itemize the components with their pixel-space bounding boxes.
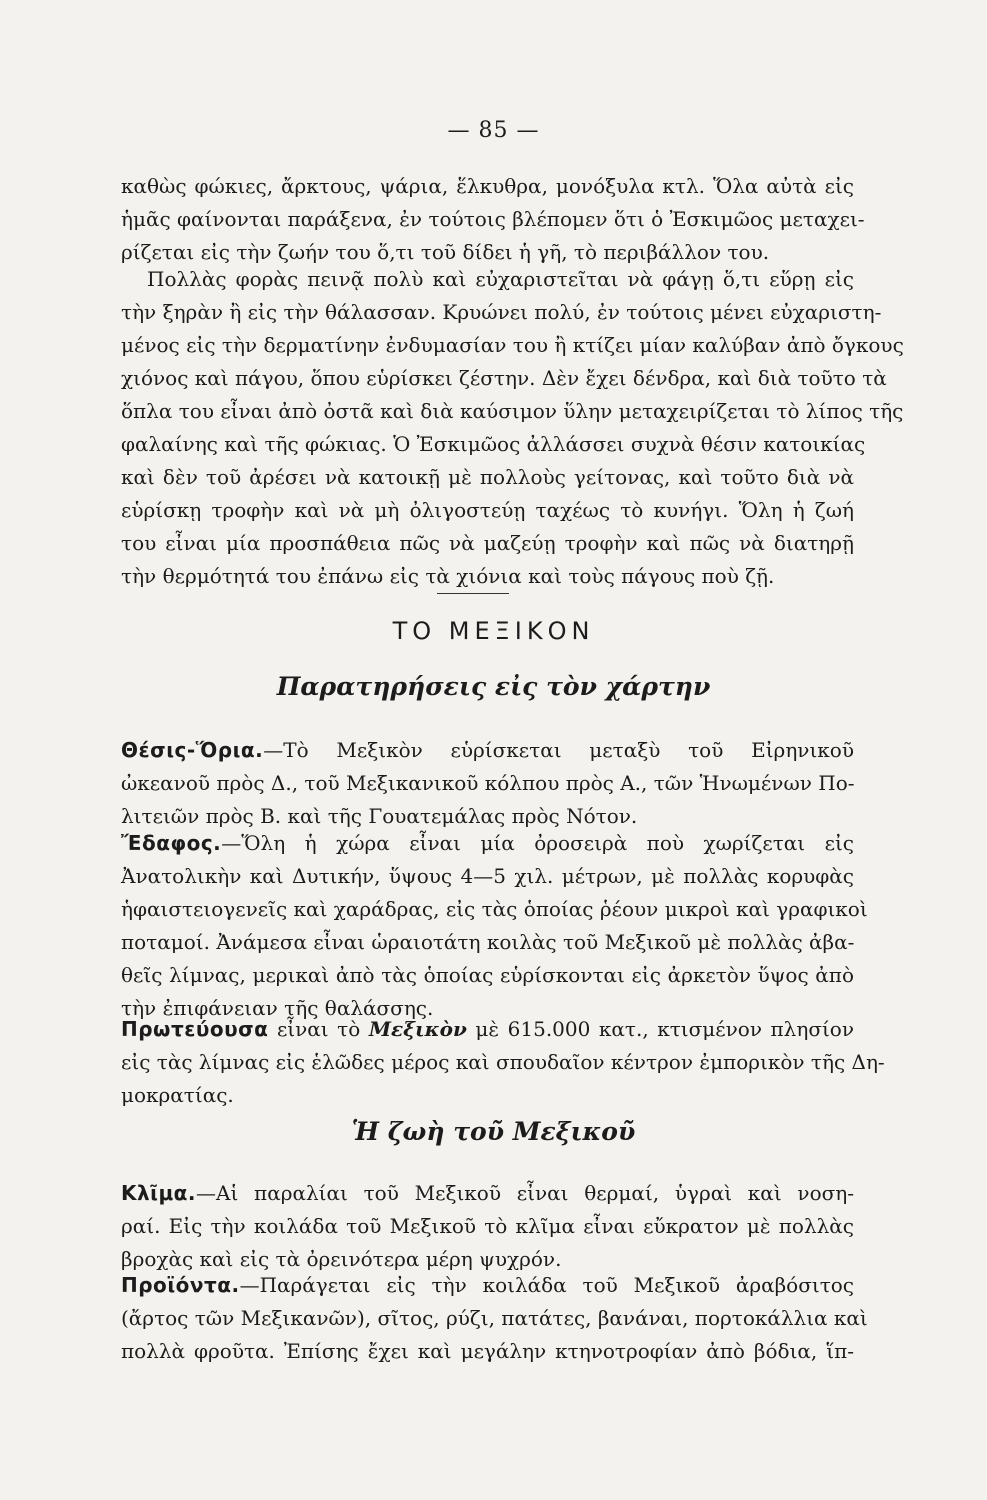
term-climate: Κλῖμα.: [121, 1181, 197, 1205]
text-line: καὶ δὲν τοῦ ἀρέσει νὰ κατοικῇ μὲ πολλοὺς γείτονας, καὶ τοῦτο διὰ νὰ: [121, 465, 854, 489]
text-run: —Ὅλη ἡ χώρα εἶναι μία ὀροσειρὰ ποὺ χωρίζεται εἰς: [221, 831, 854, 855]
climate-paragraph: [121, 1177, 854, 1276]
text-line: ἡφαιστειογενεῖς καὶ χαράδρας, εἰς τὰς ὁποίας ῥέουν μικροὶ καὶ γραφικοὶ: [121, 897, 868, 921]
text-line: τὴν ἐπιφάνειαν τῆς θαλάσσης.: [121, 996, 434, 1020]
term-capital: Πρωτεύουσα: [121, 1017, 269, 1041]
thesis-paragraph: [121, 734, 854, 833]
text-line: λιτειῶν πρὸς Β. καὶ τῆς Γουατεμάλας πρὸς Νότον.: [121, 804, 638, 828]
text-line: τὴν θερμότητά του ἐπάνω εἰς τὰ χιόνια καὶ τοὺς πάγους ποὺ ζῇ.: [121, 564, 775, 588]
text-line: [121, 734, 854, 767]
text-line: μένος εἰς τὴν δερματίνην ἐνδυμασίαν του ἢ κτίζει μίαν καλύβαν ἀπὸ ὄγκους: [121, 333, 904, 357]
text-run: —Αἱ παραλίαι τοῦ Μεξικοῦ εἶναι θερμαί, ὑγραὶ καὶ νοση-: [196, 1181, 854, 1205]
capital-city: Μεξικὸν: [368, 1017, 467, 1041]
text-line: ἡμᾶς φαίνονται παράξενα, ἐν τούτοις βλέπομεν ὅτι ὁ Ἐσκιμῶος μεταχει-: [121, 207, 865, 231]
text-line: ρίζεται εἰς τὴν ζωήν του ὅ,τι τοῦ δίδει ἡ γῆ, τὸ περιβάλλον του.: [121, 240, 770, 264]
text-line: βροχὰς καὶ εἰς τὰ ὀρεινότερα μέρη ψυχρόν.: [121, 1247, 562, 1271]
term-thesis: Θέσις-Ὅρια.: [121, 738, 264, 762]
page-number: — 85 —: [447, 118, 540, 143]
text-line: πολλὰ φροῦτα. Ἐπίσης ἔχει καὶ μεγάλην κτηνοτροφίαν ἀπὸ βόδια, ἵπ-: [121, 1339, 854, 1363]
subtitle-map-notes: Παρατηρήσεις εἰς τὸν χάρτην: [276, 672, 711, 701]
text-line: τὴν ξηρὰν ἢ εἰς τὴν θάλασσαν. Κρυώνει πολύ, ἐν τούτοις μένει εὐχαριστη-: [121, 300, 882, 324]
capital-paragraph: [121, 1013, 885, 1112]
section-title: ΤΟ ΜΕΞΙΚΟΝ: [392, 617, 595, 645]
text-line: ὅπλα του εἶναι ἀπὸ ὀστᾶ καὶ διὰ καύσιμον ὕλην μεταχειρίζεται τὸ λίπος τῆς: [121, 399, 904, 423]
text-line: Πολλὰς φορὰς πεινᾷ πολὺ καὶ εὐχαριστεῖται νὰ φάγῃ ὅ,τι εὕρῃ εἰς: [147, 267, 854, 291]
text-line: φαλαίνης καὶ τῆς φώκιας. Ὁ Ἐσκιμῶος ἀλλάσσει συχνὰ θέσιν κατοικίας: [121, 432, 866, 456]
term-products: Προϊόντα.: [121, 1273, 240, 1297]
text-line: [121, 1013, 854, 1046]
text-line: Ἀνατολικὴν καὶ Δυτικήν, ὕψους 4—5 χιλ. μέτρων, μὲ πολλὰς κορυφὰς: [121, 864, 854, 888]
text-line: χιόνος καὶ πάγου, ὅπου εὑρίσκει ζέστην. Δὲν ἔχει δένδρα, καὶ διὰ τοῦτο τὰ: [121, 366, 887, 390]
text-line: [121, 1177, 854, 1210]
text-line: ὠκεανοῦ πρὸς Δ., τοῦ Μεξικανικοῦ κόλπου πρὸς Α., τῶν Ἡνωμένων Πο-: [121, 771, 855, 795]
text-line: θεῖς λίμνας, μερικαὶ ἀπὸ τὰς ὁποίας εὑρίσκονται εἰς ἀρκετὸν ὕψος ἀπὸ: [121, 963, 854, 987]
text-run: εἶναι τὸ: [268, 1017, 369, 1041]
term-terrain: Ἔδαφος.: [121, 831, 222, 855]
text-line: εἰς τὰς λίμνας εἰς ἑλῶδες μέρος καὶ σπουδαῖον κέντρον ἐμπορικὸν τῆς Δη-: [121, 1050, 885, 1074]
text-line: του εἶναι μία προσπάθεια πῶς νὰ μαζεύῃ τροφὴν καὶ πῶς νὰ διατηρῇ: [121, 531, 854, 555]
text-run: μὲ 615.000 κατ., κτισμένον πλησίον: [466, 1017, 855, 1041]
products-paragraph: [121, 1269, 868, 1368]
section-divider: [437, 593, 509, 594]
text-line: [121, 827, 854, 860]
text-line: μοκρατίας.: [121, 1083, 234, 1107]
text-line: [121, 1269, 854, 1302]
text-line: εὑρίσκῃ τροφὴν καὶ νὰ μὴ ὀλιγοστεύῃ ταχέως τὸ κυνήγι. Ὅλη ἡ ζωή: [121, 498, 854, 522]
text-line: ποταμοί. Ἀνάμεσα εἶναι ὡραιοτάτη κοιλὰς τοῦ Μεξικοῦ μὲ πολλὰς ἀβα-: [121, 930, 855, 954]
intro-paragraph: [121, 170, 865, 269]
text-run: —Παράγεται εἰς τὴν κοιλάδα τοῦ Μεξικοῦ ἀραβόσιτος: [239, 1273, 854, 1297]
text-run: —Τὸ Μεξικὸν εὑρίσκεται μεταξὺ τοῦ Εἰρηνικοῦ: [263, 738, 854, 762]
subtitle-life-of-mexico: Ἡ ζωὴ τοῦ Μεξικοῦ: [351, 1117, 636, 1146]
terrain-paragraph: [121, 827, 868, 1025]
text-line: (ἄρτος τῶν Μεξικανῶν), σῖτος, ρύζι, πατάτες, βανάναι, πορτοκάλλια καὶ: [121, 1306, 868, 1330]
eskimo-life-paragraph: [121, 263, 904, 593]
text-line: ραί. Εἰς τὴν κοιλάδα τοῦ Μεξικοῦ τὸ κλῖμα εἶναι εὔκρατον μὲ πολλὰς: [121, 1214, 854, 1238]
text-line: καθὼς φώκιες, ἄρκτους, ψάρια, ἕλκυθρα, μονόξυλα κτλ. Ὅλα αὐτὰ εἰς: [121, 174, 854, 198]
